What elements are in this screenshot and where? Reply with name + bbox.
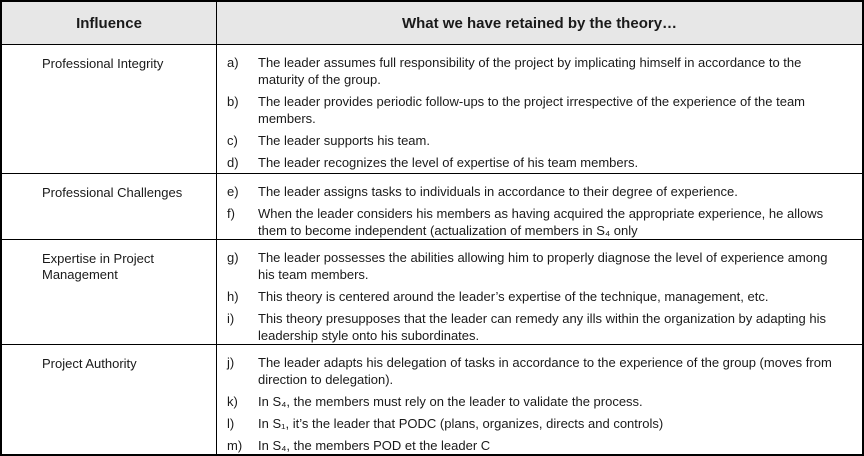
item-label: i) [227, 311, 235, 326]
influence-label: Project Authority [42, 356, 137, 371]
table-row-professional-challenges [2, 174, 862, 240]
list-item [217, 310, 840, 344]
list-item [217, 183, 840, 200]
list-item [217, 249, 840, 283]
item-text: In S₄, the members must rely on the leader to validate the process. [258, 394, 643, 409]
item-text: When the leader considers his members as having acquired the appropriate experience, he allows them to become independent (actualization of members in S₄ only [258, 206, 824, 238]
list-item [217, 393, 840, 410]
items-cell [217, 240, 862, 344]
influence-label: Expertise in Project Management [42, 251, 154, 282]
influence-cell [2, 240, 217, 344]
influence-cell [2, 174, 217, 239]
item-text: In S₄, the members POD et the leader C [258, 438, 491, 453]
item-label: e) [227, 184, 239, 199]
item-label: j) [227, 355, 235, 370]
table-row-professional-integrity [2, 45, 862, 174]
item-label: l) [227, 416, 235, 431]
item-text: The leader assigns tasks to individuals in accordance to their degree of experience. [258, 184, 738, 199]
header-cell-retained [217, 2, 862, 44]
list-item [217, 93, 840, 127]
list-item [217, 354, 840, 388]
item-label: h) [227, 289, 239, 304]
item-label: a) [227, 55, 239, 70]
item-label: m) [227, 438, 243, 453]
item-label: d) [227, 155, 239, 170]
item-text: The leader provides periodic follow-ups to the project irrespective of the experience of the team members. [258, 94, 806, 126]
list-item [217, 437, 840, 454]
influence-cell [2, 345, 217, 454]
item-label: f) [227, 206, 235, 221]
item-label: g) [227, 250, 239, 265]
retained-header-label: What we have retained by the theory… [401, 14, 678, 32]
item-label: k) [227, 394, 238, 409]
list-item [217, 132, 840, 149]
item-text: The leader recognizes the level of expertise of his team members. [258, 155, 639, 170]
item-text: The leader assumes full responsibility of the project by implicating himself in accordance to the maturity of the group. [258, 55, 802, 87]
influence-header-label: Influence [76, 14, 142, 32]
item-label: b) [227, 94, 239, 109]
influence-cell [2, 45, 217, 173]
list-item [217, 154, 840, 171]
table-row-project-authority [2, 345, 862, 454]
list-item [217, 205, 840, 239]
list-item [217, 415, 840, 432]
item-text: This theory is centered around the leader’s expertise of the technique, management, etc. [258, 289, 769, 304]
list-item [217, 288, 840, 305]
table-row-expertise-in-project-management [2, 240, 862, 345]
item-text: This theory presupposes that the leader can remedy any ills within the organization by adapting his leadership style onto his subordinates. [258, 311, 826, 343]
header-cell-influence [2, 2, 217, 44]
items-cell [217, 345, 862, 454]
table-header-row [2, 2, 862, 45]
item-text: The leader adapts his delegation of tasks in accordance to the experience of the group (moves from direction to delegation). [258, 355, 832, 387]
item-text: The leader possesses the abilities allowing him to properly diagnose the level of experience among his team members. [258, 250, 828, 282]
list-item [217, 54, 840, 88]
item-text: In S₁, it’s the leader that PODC (plans, organizes, directs and controls) [258, 416, 664, 431]
item-text: The leader supports his team. [258, 133, 430, 148]
influence-label: Professional Challenges [42, 185, 183, 200]
item-label: c) [227, 133, 238, 148]
influence-label: Professional Integrity [42, 56, 164, 71]
items-cell [217, 45, 862, 173]
items-cell [217, 174, 862, 239]
